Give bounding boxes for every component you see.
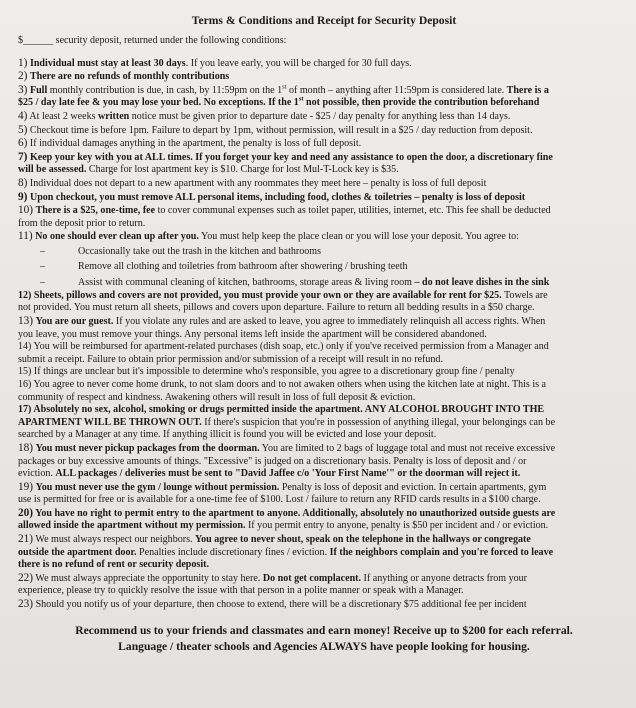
term-20: 20) You have no right to permit entry to the apartment to anyone. Additionally, absolutely no unauthorized outside guests are	[18, 506, 556, 519]
intro-text: security deposit, returned under the following conditions:	[53, 35, 287, 46]
term-22-continued: experience, please try to quickly resolve the issue with that person in a polite manner or speak with a Manager.	[18, 585, 464, 597]
term-2: 2) There are no refunds of monthly contributions	[18, 70, 230, 83]
term-3: 3) Full monthly contribution is due, in cash, by 11:59pm on the 1st of month – anything after 11:59pm is considered late. There is a	[18, 83, 549, 96]
term-10: 10) There is a $25, one-time, fee to cover communal expenses such as toilet paper, utilities, internet, etc. This fee shall be deducted	[18, 204, 551, 217]
term-22: 22) We must always appreciate the opportunity to stay here. Do not get complacent. If anything or anyone detracts from your	[18, 571, 528, 584]
term-12-continued: not provided. You must return all sheets, pillows and covers upon departure. Failure to return all bedding results in a $50 charge.	[18, 302, 535, 314]
term-11-subitem-2: – Remove all clothing and toiletries from bathroom after showering / brushing teeth	[40, 261, 408, 273]
term-19: 19) You must never use the gym / lounge without permission. Penalty is loss of deposit and eviction. In certain apartments, gym	[18, 480, 547, 493]
referral-line-1: Recommend us to your friends and classmates and earn money! Receive up to $200 for each referral.	[75, 623, 573, 637]
term-18: 18) You must never pickup packages from the doorman. You are limited to 2 bags of luggage total and must not receive excessive	[18, 441, 556, 454]
deposit-amount-blank: ______	[23, 35, 54, 46]
term-11: 11) No one should ever clean up after you. You must help keep the place clean or you will lose your deposit. You agree to:	[18, 230, 519, 243]
term-17: 17) Absolutely no sex, alcohol, smoking or drugs permitted inside the apartment. ANY ALCOHOL BROUGHT INTO THE	[18, 404, 545, 416]
term-21: 21) We must always respect our neighbors. You agree to never shout, speak on the telephone in the hallways or congregate	[18, 533, 531, 546]
term-8: 8) Individual does not depart to a new apartment with any roommates they meet here – penalty is loss of full deposit	[18, 176, 487, 189]
term-17-continued: APARTMENT WILL BE THROWN OUT. If there's suspicion that you're in possession of anything illegal, your belongings can be	[18, 416, 556, 428]
term-14: 14) You will be reimbursed for apartment-related purchases (dish soap, etc.) only if you've received permission from a Manager and	[18, 341, 549, 353]
term-13: 13) You are our guest. If you violate any rules and are asked to leave, you agree to immediately relinquish all access rights. When	[18, 314, 546, 327]
term-6: 6) If individual damages anything in the apartment, the penalty is loss of full deposit.	[18, 137, 362, 150]
term-1: 1) Individual must stay at least 30 days. If you leave early, you will be charged for 30 full days.	[18, 56, 412, 69]
dollar-sign: $	[18, 35, 24, 46]
referral-footer	[18, 623, 630, 655]
term-20-continued: allowed inside the apartment without my permission. If you permit entry to anyone, penalty is $50 per incident and / or eviction.	[18, 520, 549, 532]
term-18-continued: packages or buy excessive amounts of things. "Excessive" is judged on a discretionary basis. Penalty is loss of deposit and / or	[18, 455, 527, 467]
term-3-continued: $25 / day late fee & you may lose your bed. No exceptions. If the 1st not possible, then provide the contribution beforehand	[18, 96, 540, 109]
term-11-subitem-3: – Assist with communal cleaning of kitchen, bathrooms, storage areas & living room – do not leave dishes in the sink	[40, 276, 550, 288]
term-11-subitem-1: – Occasionally take out the trash in the kitchen and bathrooms	[40, 245, 322, 257]
term-9: 9) Upon checkout, you must remove ALL personal items, including food, clothes & toiletries – penalty is loss of deposit	[18, 190, 526, 203]
term-5: 5) Checkout time is before 1pm. Failure to depart by 1pm, without permission, will result in a $25 / day reduction from deposit.	[18, 123, 533, 136]
term-4: 4) At least 2 weeks written notice must be given prior to departure date - $25 / day penalty for anything less than 14 days.	[18, 109, 511, 122]
term-18-line3: eviction. ALL packages / deliveries must be sent to "David Jaffee c/o 'Your First Name'" or the doorman will reject it.	[18, 468, 521, 480]
term-14-continued: submit a receipt. Failure to obtain prior permission and/or submission of a receipt will result in no refund.	[18, 353, 443, 365]
term-17-line3: searched by a Manager at any time. If anything illicit is found you will be evicted and lose your deposit.	[18, 429, 437, 441]
referral-line-2: Language / theater schools and Agencies ALWAYS have people looking for housing.	[118, 639, 530, 653]
term-16-continued: community of respect and kindness. Awakening others will result in loss of full deposit & eviction.	[18, 391, 416, 403]
term-19-continued: use is permitted for free or is available for a one-time fee of $100. Lost / failure to return any RFID cards results in a $100 charge.	[18, 494, 541, 506]
term-7: 7) Keep your key with you at ALL times. If you forget your key and need any assistance to open the door, a discretionary fine	[18, 150, 553, 163]
deposit-amount-line	[18, 35, 630, 48]
term-12: 12) Sheets, pillows and covers are not provided, you must provide your own or they are available for rent for $25. Towels are	[18, 289, 548, 301]
term-15: 15) If things are unclear but it's impossible to determine who's responsible, you agree to a discretionary group fine / penalty	[18, 366, 515, 378]
term-21-line3: there is no refund of rent or security deposit.	[18, 559, 209, 571]
term-23: 23) Should you notify us of your departure, then choose to extend, there will be a discretionary $75 additional fee per incident	[18, 598, 527, 611]
term-7-continued: will be assessed. Charge for lost apartment key is $10. Charge for lost Mul-T-Lock key is $35.	[18, 164, 399, 176]
document-title: Terms & Conditions and Receipt for Security Deposit	[191, 14, 457, 27]
term-21-continued: outside the apartment door. Penalties include discretionary fines / eviction. If the neighbors complain and you're forced to leave	[18, 546, 554, 558]
term-10-continued: from the deposit prior to return.	[18, 217, 146, 229]
term-13-continued: you leave, you must remove your things. Any personal items left inside the apartment will be considered abandoned.	[18, 328, 487, 340]
term-16: 16) You agree to never come home drunk, to not slam doors and to not awaken others when using the kitchen late at night. This is a	[18, 378, 547, 390]
